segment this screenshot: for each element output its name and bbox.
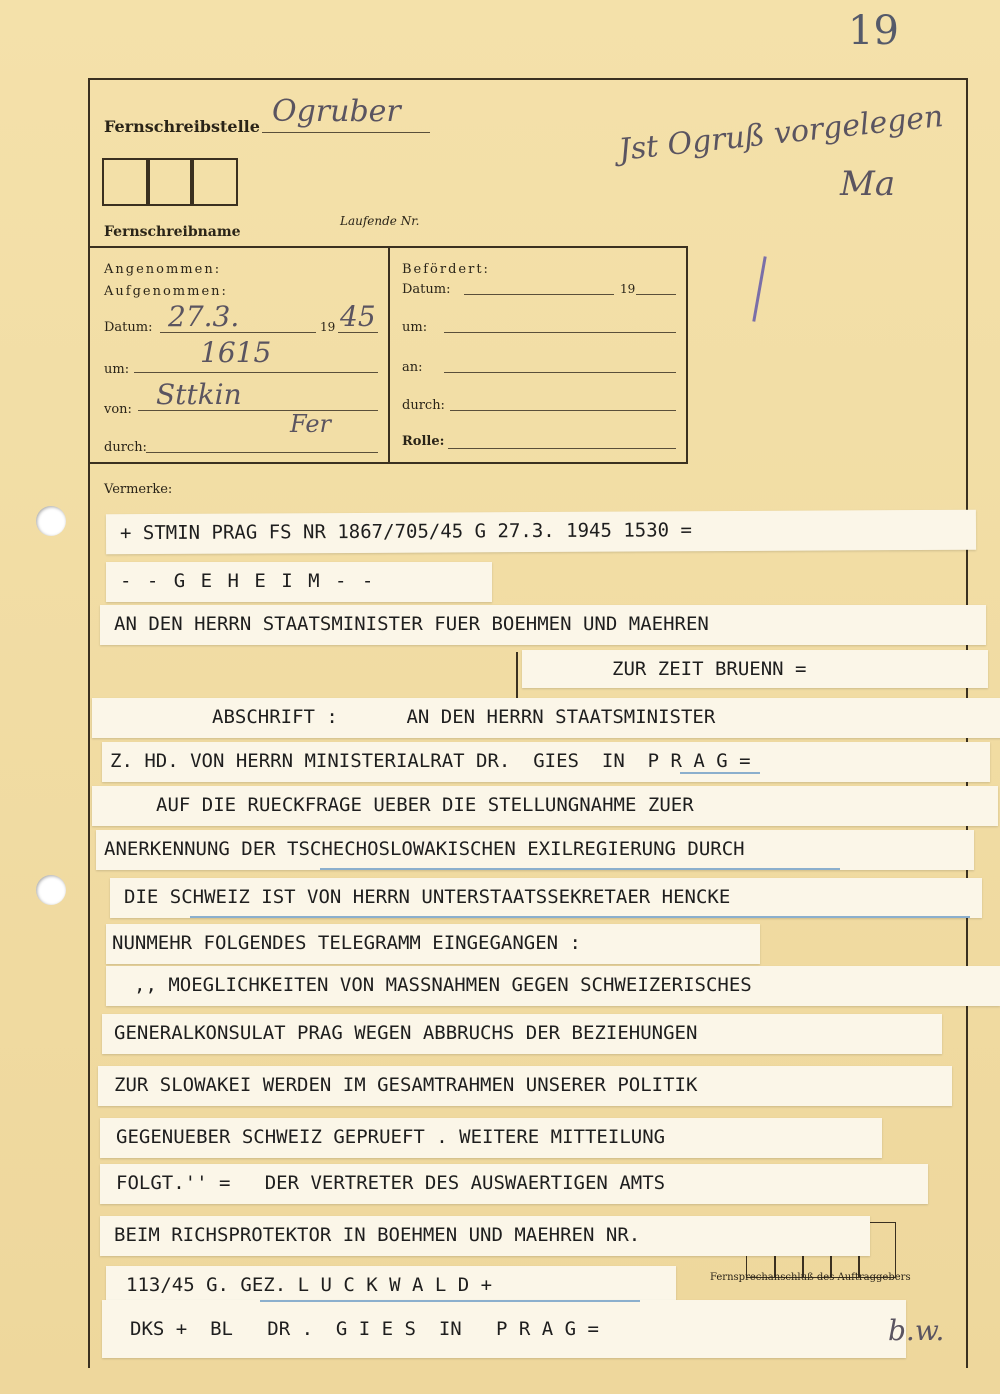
- telegram-line-12: GENERALKONSULAT PRAG WEGEN ABBRUCHS DER BEZIEHUNGEN: [102, 1014, 942, 1054]
- befoerdert-an-line: [444, 372, 676, 373]
- um-value: 1615: [200, 336, 272, 369]
- um-line: [134, 372, 378, 373]
- befoerdert-durch-label: durch:: [402, 398, 445, 413]
- von-label: von:: [104, 402, 132, 417]
- telegram-line-1: + STMIN PRAG FS NR 1867/705/45 G 27.3. 1945 1530 =: [106, 510, 976, 555]
- telegram-line-11: ,, MOEGLICHKEITEN VON MASSNAHMEN GEGEN SCHWEIZERISCHES: [106, 966, 1000, 1006]
- befoerdert-um-line: [444, 332, 676, 333]
- rolle-label: Rolle:: [402, 434, 445, 449]
- durch-line: [146, 452, 378, 453]
- pencil-stroke: [752, 256, 766, 322]
- durch-label: durch:: [104, 440, 147, 455]
- code-box-2: [146, 158, 194, 206]
- section-bottom-divider: [88, 462, 688, 464]
- befoerdert-datum-line: [464, 294, 614, 295]
- year-line: [338, 332, 378, 333]
- underline-gies: [680, 772, 760, 774]
- datum-line: [160, 332, 316, 333]
- telegram-line-17: 113/45 G. GEZ. L U C K W A L D +: [106, 1266, 676, 1306]
- year-value: 45: [340, 300, 376, 333]
- von-value: Sttkin: [156, 378, 242, 411]
- telegram-line-5: ABSCHRIFT : AN DEN HERRN STAATSMINISTER: [92, 698, 1000, 738]
- telegram-line-10: NUNMEHR FOLGENDES TELEGRAMM EINGEGANGEN :: [106, 924, 760, 964]
- fernschreibstelle-value: Ogruber: [272, 94, 401, 129]
- von-line: [138, 410, 378, 411]
- befoerdert-year-line: [636, 294, 676, 295]
- underline-exilregierung: [320, 868, 840, 870]
- punch-hole-bottom: [36, 875, 66, 905]
- befoerdert-datum-label: Datum:: [402, 282, 451, 297]
- von-extra: Fer: [290, 410, 332, 438]
- telegram-line-3: AN DEN HERRN STAATSMINISTER FUER BOEHMEN UND MAEHREN: [100, 605, 986, 645]
- form-left-border: [88, 78, 90, 1368]
- year-prefix: 19: [320, 320, 336, 334]
- handwritten-bw: b.w.: [888, 1314, 945, 1347]
- fernschreibname-label: Fernschreibname: [104, 224, 241, 240]
- lower-form-divider: [516, 652, 518, 698]
- aufgenommen-label: Aufgenommen:: [104, 284, 228, 299]
- befoerdert-label: Befördert:: [402, 262, 490, 277]
- telegram-line-6: Z. HD. VON HERRN MINISTERIALRAT DR. GIES IN P R A G =: [102, 742, 990, 782]
- middle-vertical-divider: [388, 246, 390, 462]
- fernschreibstelle-line: [262, 132, 430, 133]
- telegram-line-15: FOLGT.'' = DER VERTRETER DES AUSWAERTIGEN AMTS: [100, 1164, 928, 1204]
- telegram-line-4: ZUR ZEIT BRUENN =: [522, 650, 988, 688]
- um-label: um:: [104, 362, 130, 377]
- underline-luckwald: [260, 1300, 640, 1302]
- fernsprech-label: Fernsprechanschluß des Auftraggebers: [710, 1272, 911, 1283]
- befoerdert-um-label: um:: [402, 320, 428, 335]
- angenommen-label: Angenommen:: [104, 262, 222, 277]
- code-box-1: [102, 158, 150, 206]
- rolle-line: [448, 448, 676, 449]
- befoerdert-an-label: an:: [402, 360, 423, 375]
- telegram-line-13: ZUR SLOWAKEI WERDEN IM GESAMTRAHMEN UNSERER POLITIK: [98, 1066, 952, 1106]
- right-vertical-divider: [686, 246, 688, 462]
- telegram-line-14: GEGENUEBER SCHWEIZ GEPRUEFT . WEITERE MITTEILUNG: [100, 1118, 882, 1158]
- telegram-line-8: ANERKENNUNG DER TSCHECHOSLOWAKISCHEN EXILREGIERUNG DURCH: [96, 830, 974, 870]
- handwritten-note: Jst Ogruß vorgelegen: [617, 99, 945, 168]
- punch-hole-top: [36, 506, 66, 536]
- vermerke-label: Vermerke:: [104, 482, 173, 497]
- telegram-line-7: AUF DIE RUECKFRAGE UEBER DIE STELLUNGNAHME ZUER: [92, 786, 998, 826]
- telegram-line-9: DIE SCHWEIZ IST VON HERRN UNTERSTAATSSEKRETAER HENCKE: [110, 878, 982, 918]
- telegram-line-2: - - G E H E I M - -: [106, 562, 492, 602]
- datum-label: Datum:: [104, 320, 153, 335]
- code-box-3: [190, 158, 238, 206]
- fernschreibstelle-label: Fernschreibstelle: [104, 117, 260, 136]
- laufende-nr-label: Laufende Nr.: [340, 214, 420, 228]
- underline-schweiz: [190, 916, 970, 918]
- datum-value: 27.3.: [168, 300, 240, 333]
- befoerdert-durch-line: [450, 410, 676, 411]
- telegram-line-16: BEIM RICHSPROTEKTOR IN BOEHMEN UND MAEHREN NR.: [100, 1216, 870, 1256]
- handwritten-initials: Ma: [840, 164, 896, 204]
- form-top-border: [88, 78, 968, 80]
- telegram-line-18: DKS + BL DR . G I E S IN P R A G =: [102, 1300, 906, 1358]
- page-number: 19: [848, 8, 899, 54]
- befoerdert-year-prefix: 19: [620, 282, 636, 296]
